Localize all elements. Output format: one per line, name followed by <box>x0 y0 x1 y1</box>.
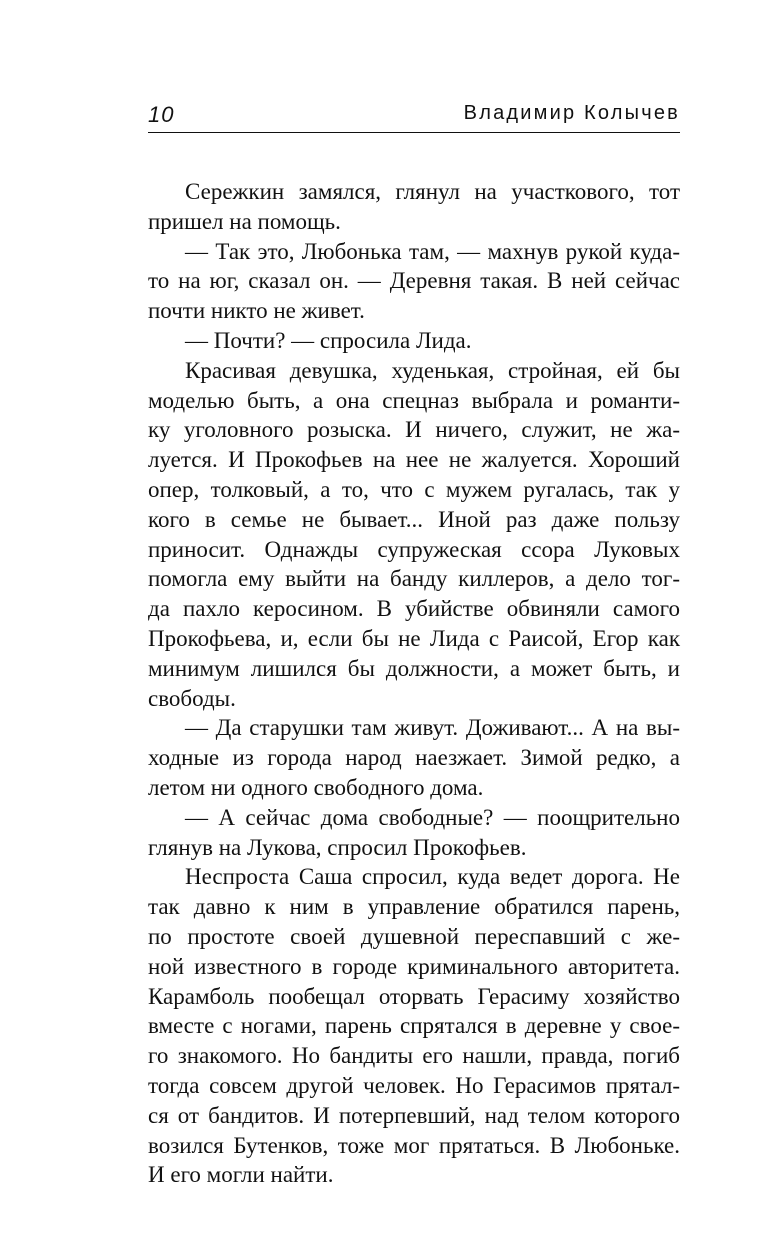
text-line: — Так это, Любонька там, — махнув рукой куда- <box>185 238 680 264</box>
text-line: тогда совсем другой человек. Но Герасимов прятал- <box>148 1072 680 1098</box>
text-line: го знакомого. Но бандиты его нашли, правда, погиб <box>148 1043 680 1069</box>
header-rule <box>148 132 680 133</box>
text-line: пришел на помощь. <box>148 208 341 234</box>
text-line: минимум лишился бы должности, а может быть, и <box>148 655 680 681</box>
text-line: луется. И Прокофьев на нее не жалуется. Хороший <box>148 447 680 473</box>
text-line: летом ни одного свободного дома. <box>148 774 484 800</box>
text-line: — Почти? — спросила Лида. <box>185 327 472 353</box>
running-header <box>148 100 680 130</box>
body-text <box>148 177 680 1190</box>
text-line: ной известного в городе криминального авторитета. <box>148 953 680 979</box>
text-line: то на юг, сказал он. — Деревня такая. В ней сейчас <box>148 268 680 294</box>
text-line: вместе с ногами, парень спрятался в деревне у свое- <box>148 1013 680 1039</box>
text-line: глянув на Лукова, спросил Прокофьев. <box>148 834 527 860</box>
text-line: моделью быть, а она спецназ выбрала и романти- <box>148 387 680 413</box>
text-line: Красивая девушка, худенькая, стройная, ей бы <box>185 357 680 383</box>
text-line: ходные из города народ наезжает. Зимой редко, а <box>148 745 680 771</box>
text-line: возился Бутенков, тоже мог прятаться. В Любоньке. <box>148 1132 680 1158</box>
text-line: ку уголовного розыска. И ничего, служит, не жа- <box>148 417 680 443</box>
text-line: так давно к ним в управление обратился парень, <box>148 894 680 920</box>
text-line: почти никто не живет. <box>148 298 365 324</box>
text-line: ся от бандитов. И потерпевший, над телом которого <box>148 1102 680 1128</box>
text-line: да пахло керосином. В убийстве обвиняли самого <box>148 596 680 622</box>
text-line: свободы. <box>148 685 236 711</box>
text-line: помогла ему выйти на банду киллеров, а дело тог- <box>148 566 680 592</box>
page-number: 10 <box>148 102 175 127</box>
text-line: Прокофьева, и, если бы не Лида с Раисой, Егор как <box>148 625 680 651</box>
text-line: Сережкин замялся, глянул на участкового, тот <box>185 179 680 204</box>
text-line: опер, толковый, а то, что с мужем ругалась, так у <box>148 476 680 502</box>
running-title: Владимир Колычев <box>463 102 680 124</box>
text-line: Неспроста Саша спросил, куда ведет дорога. Не <box>185 864 680 890</box>
text-line: кого в семье не бывает... Иной раз даже пользу <box>148 506 680 532</box>
text-line: Карамболь пообещал оторвать Герасиму хозяйство <box>148 983 680 1009</box>
text-line: И его могли найти. <box>148 1162 334 1188</box>
text-line: приносит. Однажды супружеская ссора Луковых <box>148 536 680 562</box>
text-line: — А сейчас дома свободные? — поощрительно <box>185 804 680 830</box>
text-line: — Да старушки там живут. Доживают... А на вы- <box>185 715 680 741</box>
text-line: по простоте своей душевной переспавший с же- <box>148 923 680 949</box>
